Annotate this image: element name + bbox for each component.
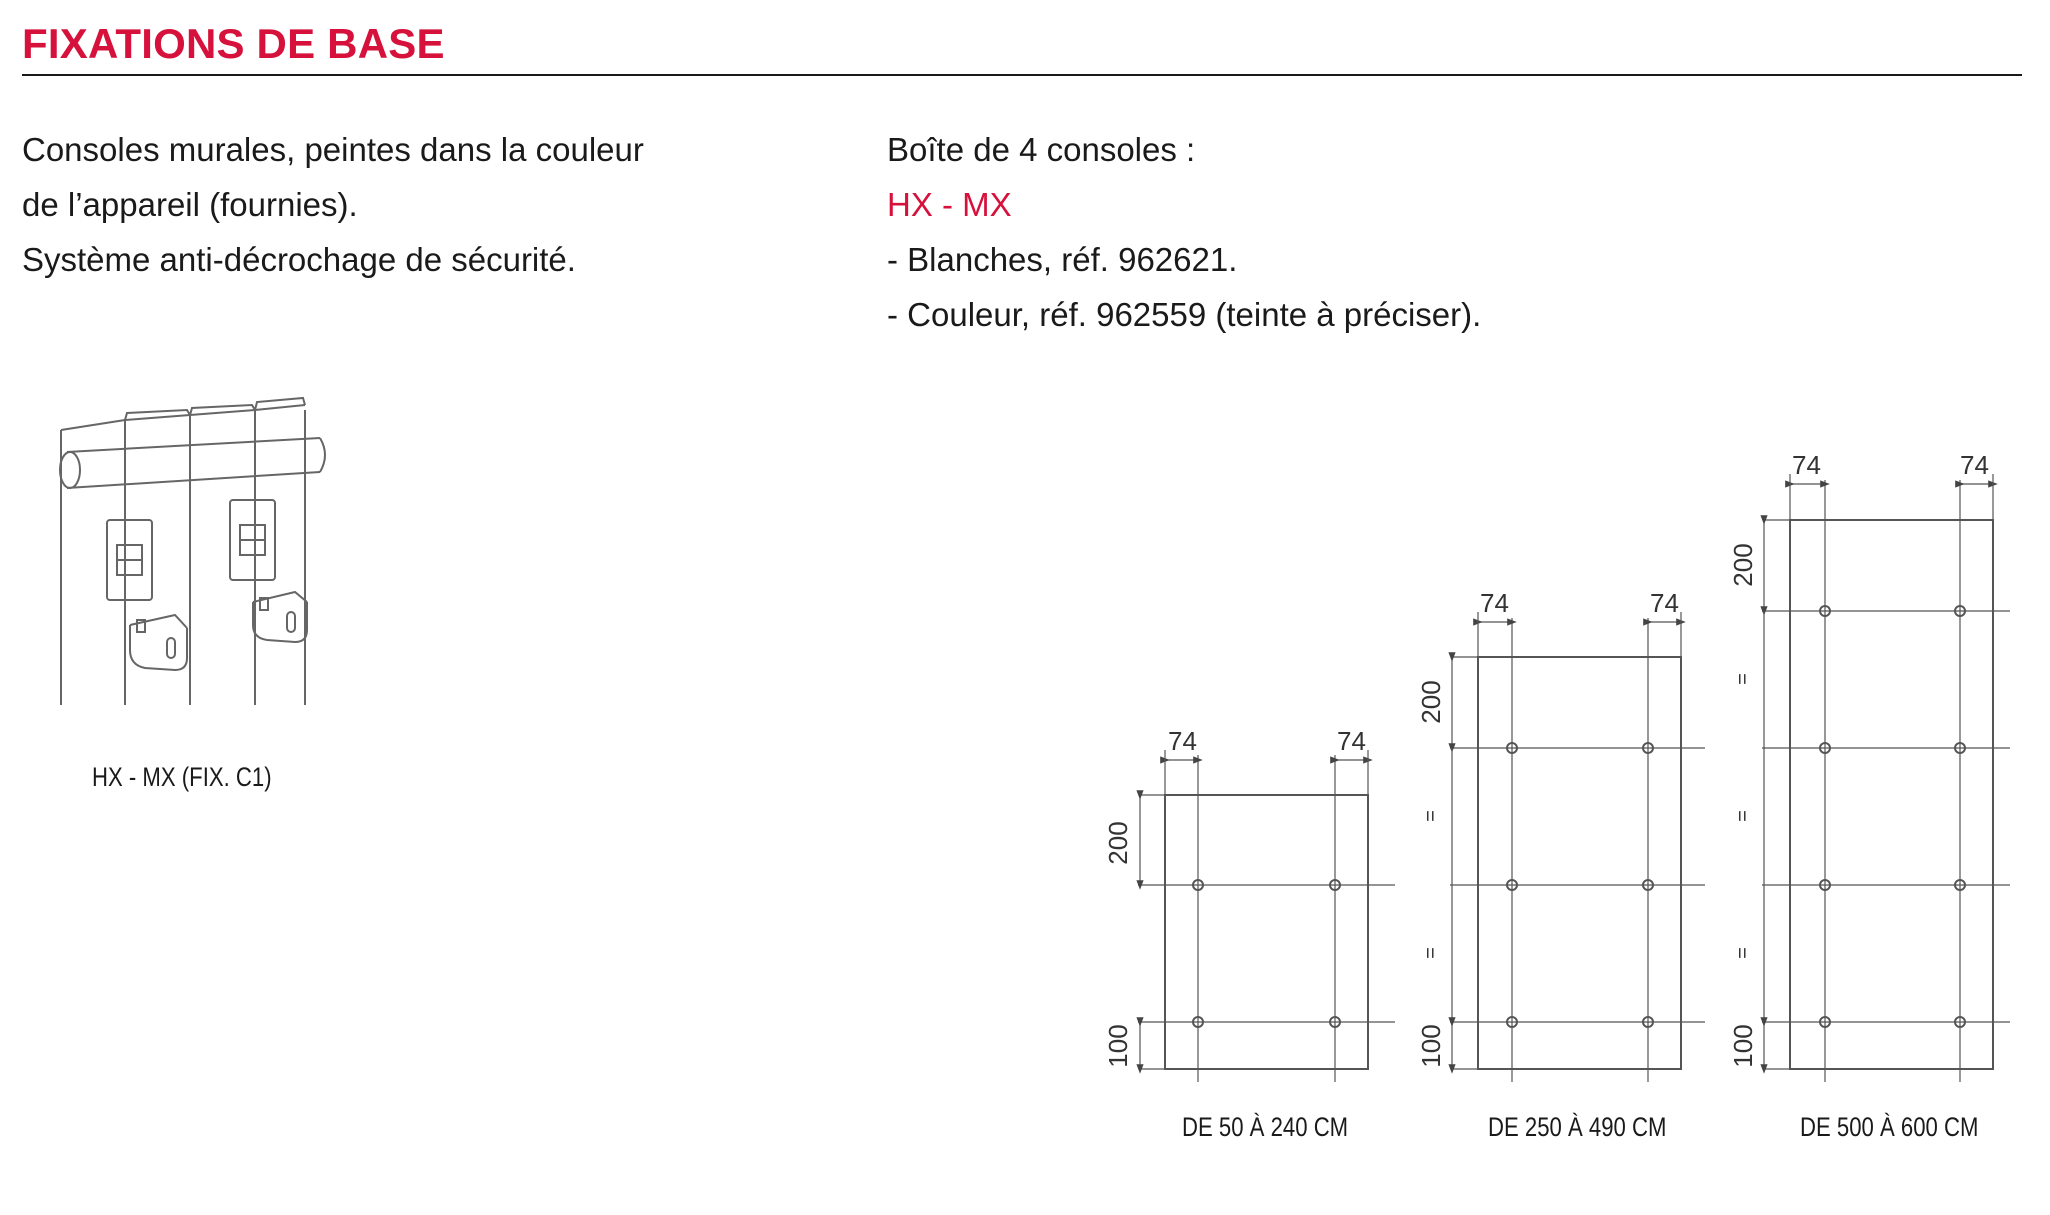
diagram-large (1762, 474, 2010, 1082)
dim-right-offset: 74 (1337, 726, 1366, 756)
dim-left-offset: 74 (1480, 588, 1509, 618)
illustration-caption: HX - MX (FIX. C1) (92, 762, 272, 792)
equal-spacing-mark: = (1420, 947, 1442, 959)
equal-spacing-mark: = (1732, 673, 1754, 685)
dim-left-offset: 74 (1168, 726, 1197, 756)
description-line: Système anti-décrochage de sécurité. (22, 241, 576, 278)
dim-top: 200 (1103, 821, 1133, 865)
radiator-outline (1478, 657, 1681, 1069)
packaging-line: Boîte de 4 consoles : (887, 131, 1196, 168)
dim-right-offset: 74 (1960, 450, 1989, 480)
diagram-small (1138, 750, 1395, 1082)
dim-bottom: 100 (1728, 1024, 1758, 1068)
equal-spacing-mark: = (1420, 810, 1442, 822)
diagram-caption-medium: DE 250 À 490 CM (1488, 1112, 1667, 1142)
radiator-outline (1165, 795, 1368, 1069)
dim-top: 200 (1728, 543, 1758, 587)
dim-bottom: 100 (1103, 1024, 1133, 1068)
radiator-outline (1790, 520, 1993, 1069)
section-title: FIXATIONS DE BASE (22, 20, 445, 67)
dim-top: 200 (1416, 680, 1446, 724)
dim-right-offset: 74 (1650, 588, 1679, 618)
model-name: HX - MX (887, 186, 1012, 223)
diagram-caption-small: DE 50 À 240 CM (1182, 1112, 1349, 1142)
reference-white: - Blanches, réf. 962621. (887, 241, 1238, 278)
equal-spacing-mark: = (1732, 947, 1754, 959)
diagram-caption-large: DE 500 À 600 CM (1800, 1112, 1979, 1142)
description-line: Consoles murales, peintes dans la couleur (22, 131, 644, 168)
description-line: de l’appareil (fournies). (22, 186, 358, 223)
equal-spacing-mark: = (1732, 810, 1754, 822)
reference-color: - Couleur, réf. 962559 (teinte à préciser). (887, 296, 1482, 333)
dim-bottom: 100 (1416, 1024, 1446, 1068)
dim-left-offset: 74 (1792, 450, 1821, 480)
diagram-medium (1450, 612, 1705, 1082)
